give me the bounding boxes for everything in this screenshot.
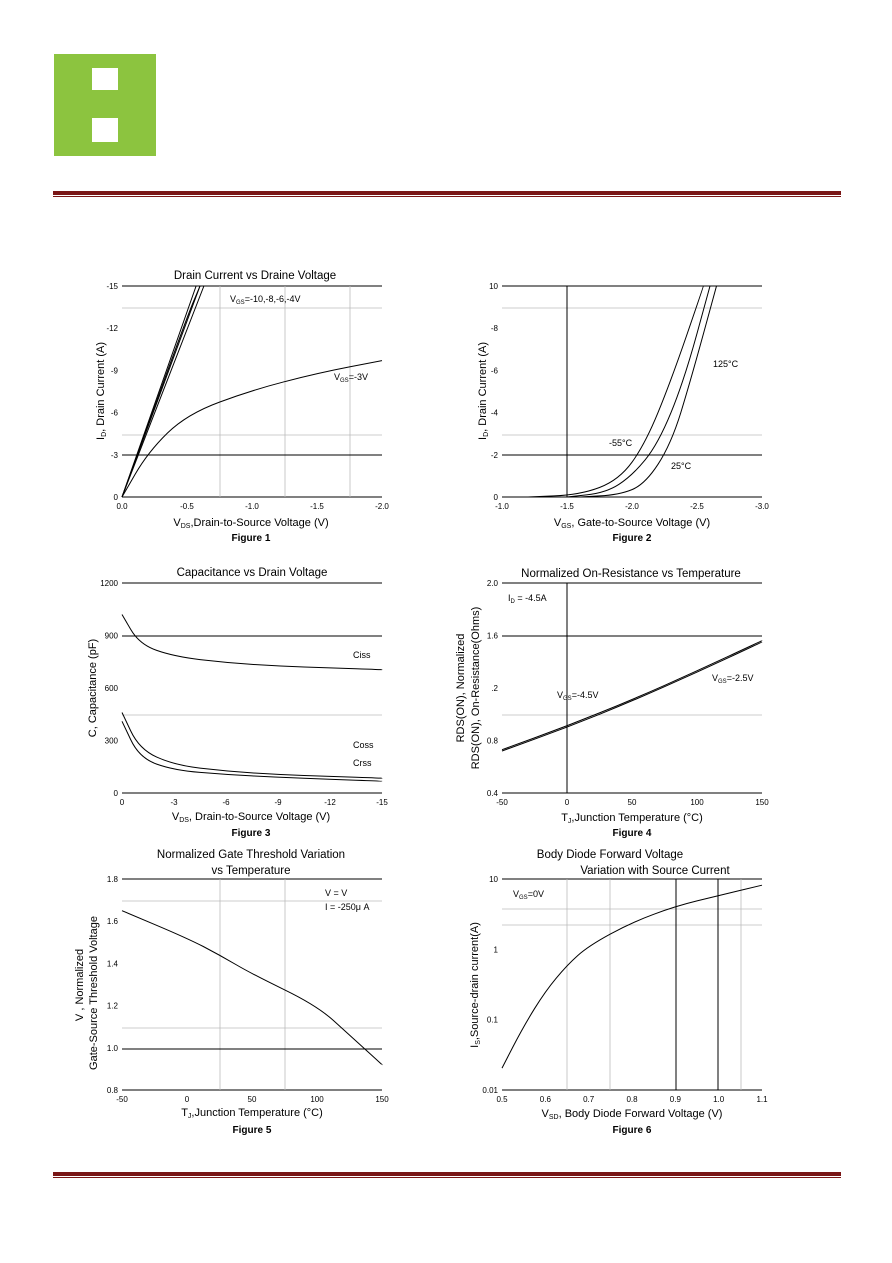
f6-ytick-label: 1 (493, 945, 498, 955)
figure-1-annotation-vgs3: $V_{GS}=-3V$ (334, 372, 368, 384)
f1-vgs-line (122, 286, 200, 497)
f4-ytick-label: 0.4 (486, 789, 498, 798)
figure-6-yticks (482, 875, 498, 1095)
f3-xtick-label: -15 (376, 798, 388, 807)
f2-xtick-label: -2.5 (690, 502, 704, 511)
f4-xtick-label: 100 (690, 798, 704, 807)
figure-1-lines (122, 286, 382, 497)
figure-3-annotation-ciss: Ciss (353, 650, 371, 660)
figure-6-ylabel: IS,Source-drain current(A) (469, 922, 482, 1048)
f4-xtick-label: 50 (627, 798, 637, 807)
f5-ytick-label: 1.0 (106, 1043, 118, 1053)
figure-6-xticks (496, 1095, 768, 1104)
f4-xtick-label: -50 (496, 798, 508, 807)
f5-xtick-label: 150 (375, 1095, 389, 1104)
f2-ytick-label: -8 (490, 324, 498, 334)
f4-ytick-label: 0.8 (486, 736, 498, 746)
f4-ytick-label: 2.0 (486, 579, 498, 588)
f3-ytick-label: 600 (104, 684, 118, 693)
figure-3 (87, 567, 388, 839)
f6-ytick-label: 10 (489, 875, 498, 884)
f1-xtick-label: -1.5 (310, 502, 324, 511)
f5-ytick-label: 1.6 (106, 917, 118, 927)
figure-6-title-1: Body Diode Forward Voltage (536, 849, 684, 861)
figure-2 (477, 282, 769, 544)
figure-2-caption: Figure 2 (612, 533, 652, 544)
f1-xtick-label: -0.5 (180, 502, 194, 511)
figure-2-annotation-55c: -55°C (609, 438, 633, 448)
figure-6-caption: Figure 6 (612, 1125, 652, 1136)
figure-3-title: Capacitance vs Drain Voltage (176, 567, 328, 579)
f5-ytick-label: 1.2 (106, 1001, 118, 1011)
f3-xtick-label: -6 (222, 798, 230, 807)
figure-4-annotation-id: $I_D = -4.5A$ (508, 593, 547, 605)
f6-xtick-label: 1.0 (713, 1095, 725, 1104)
figure-3-annotation-crss: Crss (353, 758, 372, 768)
f5-ytick-label: 1.4 (106, 959, 118, 969)
f1-ytick-label: 0 (113, 493, 118, 502)
f6-xtick-label: 0.9 (669, 1095, 681, 1104)
figure-4-annotation-vgs25: $V_{GS}=-2.5V$ (712, 673, 754, 685)
figure-3-yticks (100, 579, 118, 798)
figure-4-xticks (496, 798, 769, 807)
f6-xtick-label: 0.5 (496, 1095, 508, 1104)
figure-5-xlabel: TJ,Junction Temperature (°C) (181, 1107, 323, 1120)
f5-ytick-label: 0.8 (106, 1086, 118, 1095)
figure-1-yticks (106, 282, 118, 502)
figure-4-xlabel: TJ,Junction Temperature (°C) (561, 812, 703, 825)
f3-xtick-label: -9 (274, 798, 282, 807)
figure-4-yticks (487, 579, 499, 798)
figure-3-grid (122, 583, 382, 793)
figure-5-ylabel-2: Gate-Source Threshold Voltage (88, 916, 100, 1070)
f3-ytick-label: 0 (113, 789, 118, 798)
f2-ytick-label: -4 (490, 408, 498, 418)
figure-2-annotation-125c: 125°C (713, 359, 739, 369)
f3-series-line (122, 615, 382, 670)
f6-xtick-label: 0.6 (539, 1095, 551, 1104)
f2-xtick-label: -1.5 (560, 502, 574, 511)
figure-6-lines (502, 885, 762, 1068)
figure-1-xticks (116, 502, 389, 511)
f1-ytick-label: -3 (110, 450, 118, 460)
figure-3-ylabel: C, Capacitance (pF) (87, 638, 99, 738)
figure-3-caption: Figure 3 (231, 828, 271, 839)
f1-ytick-label: -6 (110, 408, 118, 418)
f5-ytick-label: 1.8 (106, 875, 118, 884)
figure-4-lines (502, 641, 762, 751)
figure-2-xticks (495, 502, 769, 511)
f4-xtick-label: 0 (564, 798, 570, 807)
figure-1-caption: Figure 1 (231, 533, 271, 544)
figure-3-xlabel: VDS, Drain-to-Source Voltage (V) (171, 811, 331, 824)
figure-5-caption: Figure 5 (232, 1125, 272, 1136)
figure-5-ylabel-1: V , Normalized (74, 948, 86, 1022)
f1-vgs-line (122, 286, 196, 497)
f6-series-line (502, 885, 762, 1068)
f6-xtick-label: 1.1 (756, 1095, 768, 1104)
f2-ytick-label: -2 (490, 450, 498, 460)
figure-6-grid (502, 879, 762, 1090)
f5-xtick-label: -50 (116, 1095, 128, 1104)
f1-xtick-label: -1.0 (245, 502, 259, 511)
figure-5-yticks (107, 875, 119, 1095)
figure-5-title-2: vs Temperature (211, 865, 291, 877)
figure-6 (469, 849, 768, 1136)
figure-5-annotation-1: V = V (325, 888, 348, 898)
figure-5-lines (122, 911, 382, 1065)
f4-series-line (502, 641, 762, 750)
f2-xtick-label: -2.0 (625, 502, 639, 511)
f4-ytick-label: .2 (491, 684, 498, 693)
f5-xtick-label: 50 (247, 1095, 257, 1104)
f1-ytick-label: -12 (106, 324, 118, 334)
figure-5-xticks (116, 1095, 389, 1104)
figure-4-title: Normalized On-Resistance vs Temperature (521, 568, 741, 580)
figure-5-annotation-2: I = -250μ A (325, 902, 370, 912)
figure-1 (95, 270, 389, 544)
f6-xtick-label: 0.8 (626, 1095, 638, 1104)
figure-1-title: Drain Current vs Draine Voltage (173, 270, 337, 282)
figure-2-ylabel: ID, Drain Current (A) (477, 342, 490, 440)
f3-ytick-label: 1200 (100, 579, 118, 588)
figure-2-xlabel: VGS, Gate-to-Source Voltage (V) (553, 517, 711, 530)
f2-xtick-label: -1.0 (495, 502, 509, 511)
f3-xtick-label: 0 (119, 798, 125, 807)
f6-ytick-label: 0.01 (482, 1086, 498, 1095)
f3-xtick-label: -3 (170, 798, 178, 807)
figure-3-lines (122, 615, 382, 782)
f5-xtick-label: 100 (310, 1095, 324, 1104)
figure-1-annotation-vgs: $V_{GS}=-10,-8,-6,-4V$ (230, 294, 301, 306)
figure-4-annotation-vgs45: $V_{GS}=-4.5V$ (557, 690, 599, 702)
f6-ytick-label: 0.1 (486, 1015, 498, 1025)
f3-series-line (122, 721, 382, 781)
figure-2-grid (502, 286, 762, 497)
figure-4 (455, 568, 769, 839)
f1-ytick-label: -15 (106, 282, 118, 291)
figure-4-caption: Figure 4 (612, 828, 652, 839)
figure-1-xlabel: VDS,Drain-to-Source Voltage (V) (173, 517, 329, 530)
figure-4-ylabel-1: RDS(ON), Normalized (455, 633, 467, 743)
f5-series-line (122, 911, 382, 1065)
f1-vgs-line (122, 286, 204, 497)
figure-4-grid (502, 583, 762, 793)
figure-6-annotation-vgs: $V_{GS}=0V$ (513, 889, 544, 901)
figure-6-title-2: Variation with Source Current (580, 865, 730, 877)
f3-ytick-label: 900 (104, 631, 118, 641)
figure-5-title-1: Normalized Gate Threshold Variation (156, 849, 346, 861)
f4-ytick-label: 1.6 (486, 631, 498, 641)
figure-2-annotation-25c: 25°C (671, 461, 692, 471)
f2-ytick-label: 10 (489, 282, 498, 291)
f4-xtick-label: 150 (755, 798, 769, 807)
figure-2-yticks (489, 282, 498, 502)
figure-3-annotation-coss: Coss (353, 740, 374, 750)
f1-xtick-label: 0.0 (116, 502, 128, 511)
f3-series-line (122, 713, 382, 779)
figure-4-ylabel-2: RDS(ON), On-Resistance(Ohms) (470, 606, 482, 770)
f2-xtick-label: -3.0 (755, 502, 769, 511)
f1-xtick-label: -2.0 (375, 502, 389, 511)
figure-6-xlabel: VSD, Body Diode Forward Voltage (V) (541, 1108, 723, 1121)
figure-5 (74, 849, 389, 1136)
f2-ytick-label: 0 (493, 493, 498, 502)
f2-ytick-label: -6 (490, 366, 498, 376)
f1-ytick-label: -9 (110, 366, 118, 376)
figure-1-ylabel: ID, Drain Current (A) (95, 342, 108, 440)
figure-3-xticks (120, 798, 389, 807)
f3-ytick-label: 300 (104, 736, 118, 746)
f3-xtick-label: -12 (324, 798, 336, 807)
f2-series-line (580, 286, 717, 497)
f5-xtick-label: 0 (184, 1095, 190, 1104)
f6-xtick-label: 0.7 (583, 1095, 595, 1104)
